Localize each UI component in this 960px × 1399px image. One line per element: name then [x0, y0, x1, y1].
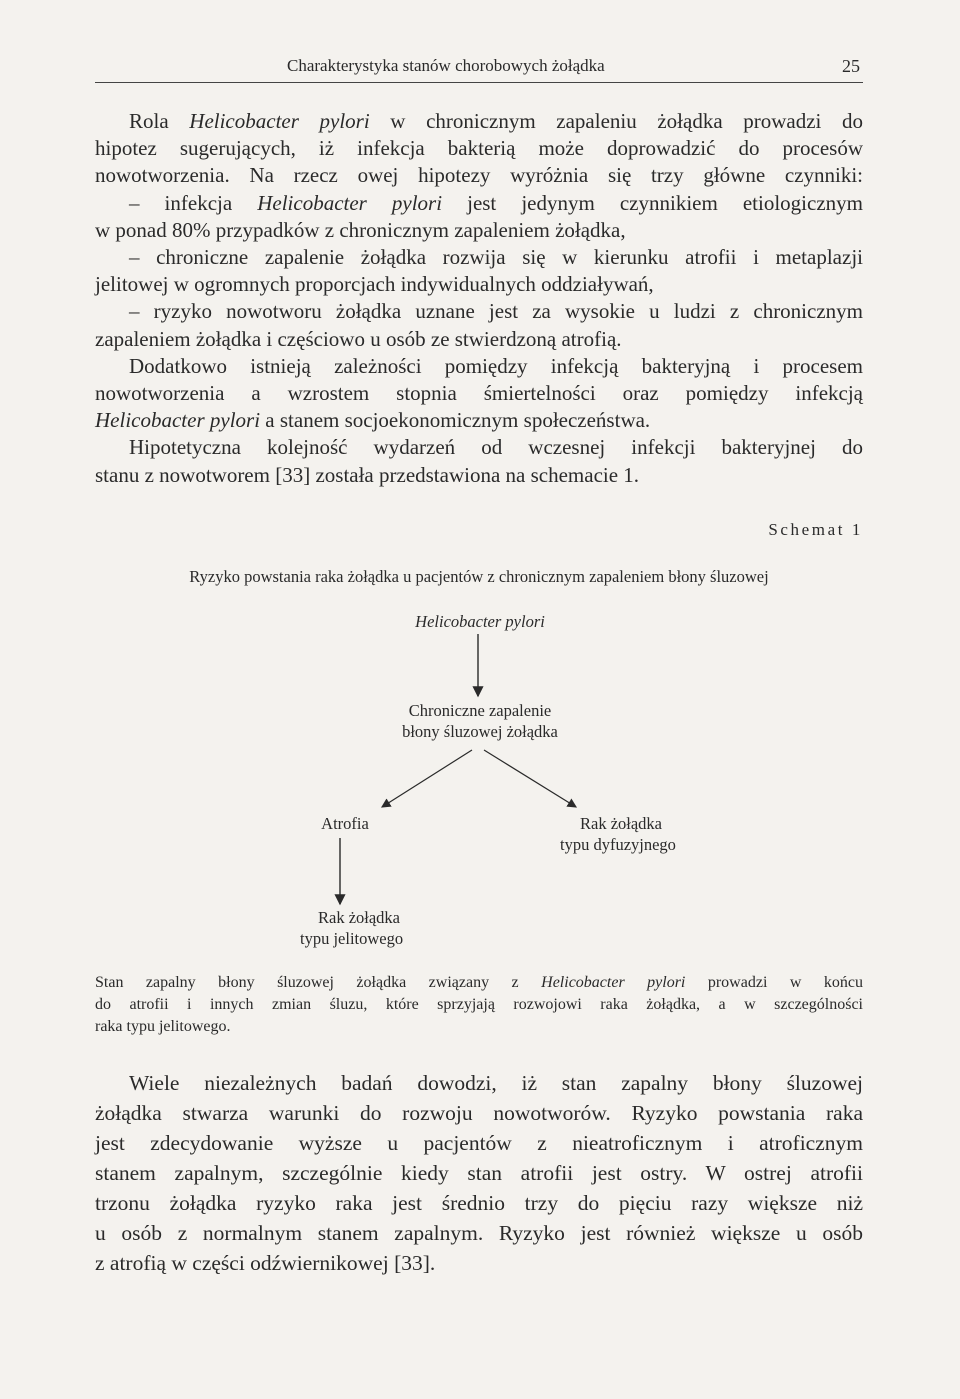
final-paragraph — [95, 1068, 863, 1278]
text-line: Dodatkowo istnieją zależności pomiędzy infekcją bakteryjną i procesem — [129, 353, 863, 378]
text-line: trzonu żołądka ryzyko raka jest średnio trzy do pięciu razy większe niż — [95, 1191, 863, 1215]
caption-line: do atrofii i innych zmian śluzu, które sprzyjają rozwojowi raka żołądka, a w szczególności — [95, 996, 863, 1013]
text-line: hipotez sugerujących, iż infekcja bakterią może doprowadzić do procesów — [95, 136, 863, 161]
text-line: stanu z nowotworem [33] została przedstawiona na schemacie 1. — [95, 462, 640, 487]
text-line: w ponad 80% przypadków z chronicznym zapaleniem żołądka, — [95, 217, 626, 242]
text-line: Wiele niezależnych badań dowodzi, iż stan zapalny błony śluzowej — [129, 1071, 863, 1095]
scheme-node-atrophy: Atrofia — [321, 814, 369, 833]
text-line: stanem zapalnym, szczególnie kiedy stan atrofii jest ostry. W ostrej atrofii — [95, 1161, 863, 1185]
scheme-title: Ryzyko powstania raka żołądka u pacjentów z chronicznym zapaleniem błony śluzowej — [189, 567, 769, 586]
text-line: – ryzyko nowotworu żołądka uznane jest za wysokie u ludzi z chronicznym — [129, 299, 863, 324]
text-line: z atrofią w części odźwiernikowej [33]. — [95, 1251, 436, 1275]
text-line: nowotworzenia. Na rzecz owej hipotezy wyróżnia się trzy główne czynniki: — [95, 163, 863, 188]
text-line: – infekcja Helicobacter pylori jest jedynym czynnikiem etiologicznym — [129, 190, 863, 215]
text-line: Helicobacter pylori a stanem socjoekonomicznym społeczeństwa. — [95, 408, 651, 433]
scheme-node-diffuse-cancer: Rak żołądka typu dyfuzyjnego — [560, 814, 676, 854]
text-line: nowotworzenia a wzrostem stopnia śmiertelności oraz pomiędzy infekcją — [95, 381, 863, 406]
page-number: 25 — [842, 56, 860, 76]
scheme-node-intestinal-cancer: Rak żołądka typu jelitowego — [300, 908, 404, 948]
arrow-to-atrophy — [382, 750, 472, 807]
scheme-node-chronic-inflammation: Chroniczne zapalenie błony śluzowej żołądka — [402, 701, 558, 741]
text-line: Rola Helicobacter pylori w chronicznym zapaleniu żołądka prowadzi do — [129, 109, 863, 133]
scheme-caption — [95, 972, 863, 1038]
text-line: żołądka stwarza warunki do rozwoju nowotworów. Ryzyko powstania raka — [95, 1101, 863, 1125]
scheme-label: Schemat 1 — [768, 520, 863, 539]
text-line: zapaleniem żołądka i częściowo u osób ze stwierdzoną atrofią. — [95, 326, 622, 351]
text-line: jelitowej w ogromnych proporcjach indywidualnych oddziaływań, — [95, 272, 654, 297]
arrow-to-diffuse — [484, 750, 576, 807]
running-title: Charakterystyka stanów chorobowych żołądka — [287, 56, 605, 75]
caption-line: Stan zapalny błony śluzowej żołądka związany z Helicobacter pylori prowadzi w końcu — [95, 974, 864, 991]
caption-line: raka typu jelitowego. — [95, 1018, 231, 1035]
text-line: jest zdecydowanie wyższe u pacjentów z nieatroficznym i atroficznym — [95, 1131, 863, 1155]
scheme-node-helicobacter: Helicobacter pylori — [415, 612, 545, 631]
text-line: – chroniczne zapalenie żołądka rozwija się w kierunku atrofii i metaplazji — [129, 245, 863, 270]
text-line: Hipotetyczna kolejność wydarzeń od wczesnej infekcji bakteryjnej do — [129, 435, 863, 460]
text-line: u osób z normalnym stanem zapalnym. Ryzyko jest również większe u osób — [95, 1221, 863, 1245]
